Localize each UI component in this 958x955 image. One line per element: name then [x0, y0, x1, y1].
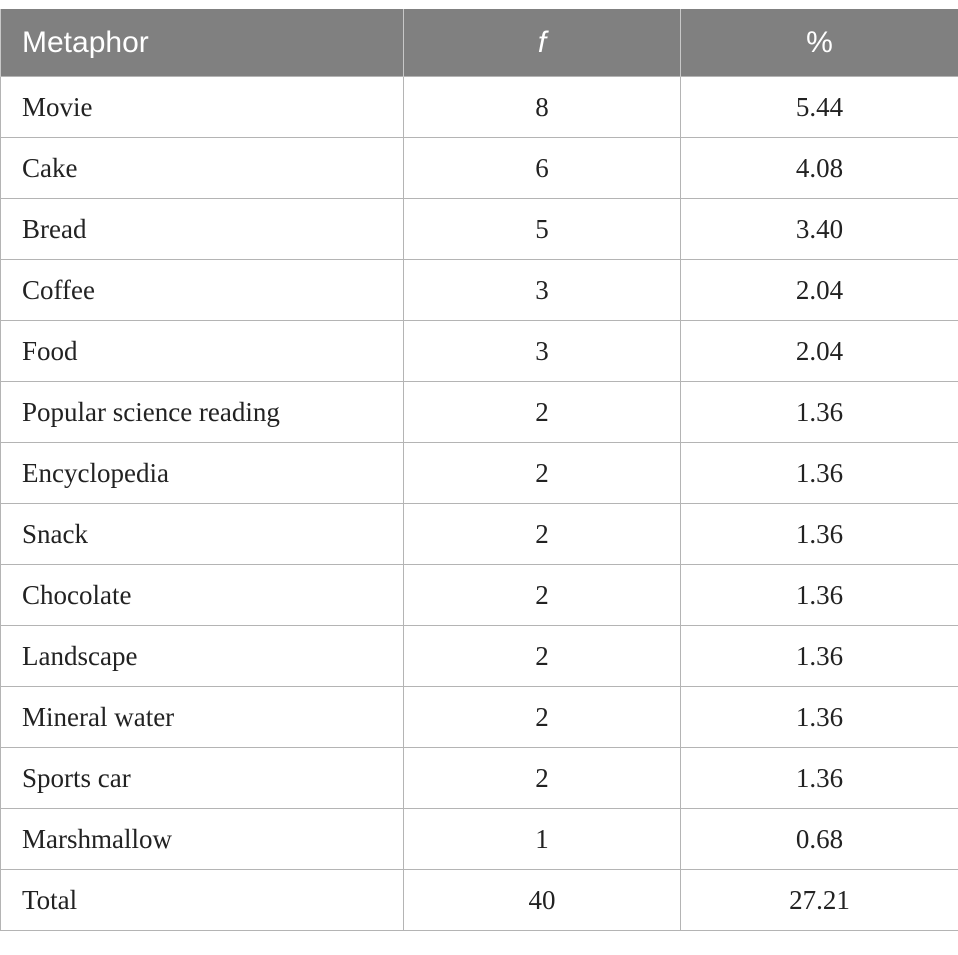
table-row [1, 321, 958, 382]
cell-percent: 1.36 [681, 504, 958, 565]
cell-percent: 2.04 [681, 260, 958, 321]
metaphor-table-container [0, 9, 958, 931]
cell-frequency: 5 [404, 199, 681, 260]
header-frequency: f [404, 9, 681, 77]
header-percent: % [681, 9, 958, 77]
cell-metaphor: Popular science reading [1, 382, 404, 443]
table-row [1, 870, 958, 931]
cell-frequency: 3 [404, 321, 681, 382]
cell-metaphor: Total [1, 870, 404, 931]
cell-frequency: 8 [404, 77, 681, 138]
table-row [1, 504, 958, 565]
cell-frequency: 1 [404, 809, 681, 870]
table-row [1, 565, 958, 626]
cell-percent: 1.36 [681, 382, 958, 443]
cell-metaphor: Coffee [1, 260, 404, 321]
cell-frequency: 3 [404, 260, 681, 321]
cell-percent: 1.36 [681, 626, 958, 687]
cell-percent: 1.36 [681, 443, 958, 504]
cell-percent: 5.44 [681, 77, 958, 138]
cell-metaphor: Snack [1, 504, 404, 565]
table-header-row [1, 9, 958, 77]
cell-metaphor: Mineral water [1, 687, 404, 748]
table-row [1, 199, 958, 260]
cell-percent: 1.36 [681, 687, 958, 748]
metaphor-frequency-table [0, 9, 958, 931]
cell-percent: 2.04 [681, 321, 958, 382]
cell-percent: 0.68 [681, 809, 958, 870]
table-row [1, 687, 958, 748]
cell-frequency: 2 [404, 443, 681, 504]
cell-metaphor: Cake [1, 138, 404, 199]
cell-metaphor: Sports car [1, 748, 404, 809]
table-row [1, 748, 958, 809]
table-row [1, 260, 958, 321]
table-body [1, 77, 958, 931]
table-row [1, 138, 958, 199]
cell-frequency: 2 [404, 626, 681, 687]
cell-percent: 3.40 [681, 199, 958, 260]
cell-metaphor: Chocolate [1, 565, 404, 626]
table-row [1, 77, 958, 138]
cell-percent: 1.36 [681, 565, 958, 626]
cell-frequency: 2 [404, 565, 681, 626]
cell-metaphor: Marshmallow [1, 809, 404, 870]
cell-frequency: 2 [404, 382, 681, 443]
table-row [1, 443, 958, 504]
table-row [1, 382, 958, 443]
cell-frequency: 6 [404, 138, 681, 199]
cell-frequency: 2 [404, 504, 681, 565]
cell-metaphor: Bread [1, 199, 404, 260]
table-row [1, 626, 958, 687]
table-row [1, 809, 958, 870]
cell-percent: 27.21 [681, 870, 958, 931]
header-metaphor: Metaphor [1, 9, 404, 77]
cell-metaphor: Food [1, 321, 404, 382]
cell-percent: 1.36 [681, 748, 958, 809]
cell-percent: 4.08 [681, 138, 958, 199]
cell-frequency: 2 [404, 687, 681, 748]
cell-frequency: 40 [404, 870, 681, 931]
cell-frequency: 2 [404, 748, 681, 809]
cell-metaphor: Encyclopedia [1, 443, 404, 504]
cell-metaphor: Landscape [1, 626, 404, 687]
cell-metaphor: Movie [1, 77, 404, 138]
